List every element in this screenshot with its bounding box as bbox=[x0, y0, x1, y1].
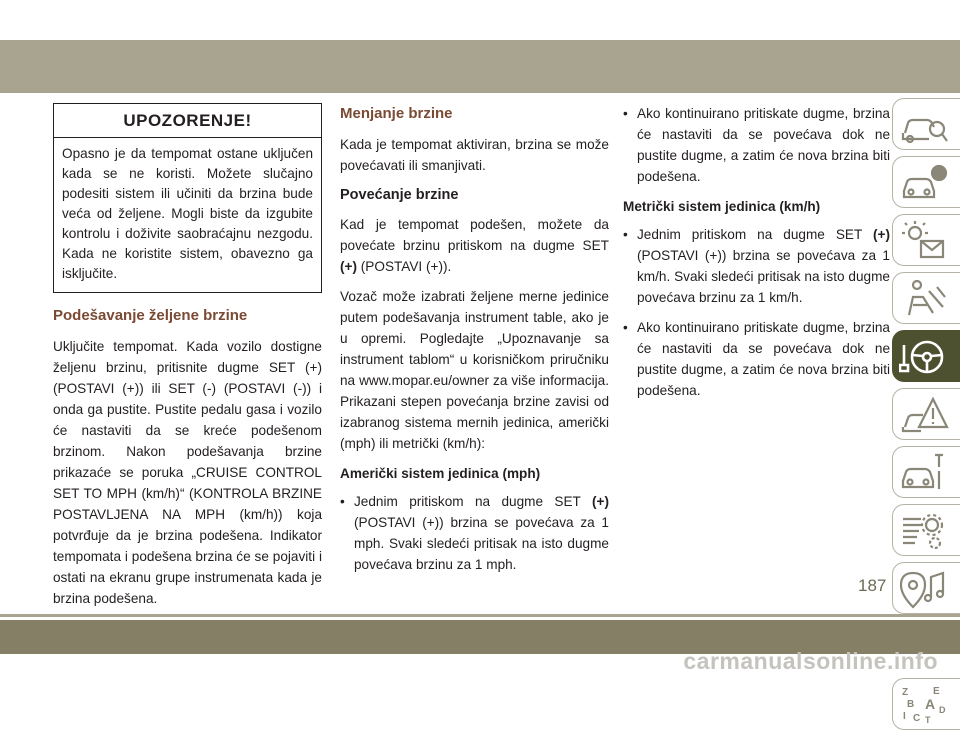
warning-box bbox=[53, 103, 322, 293]
set-speed-paragraph: Uključite tempomat. Kada vozilo dostigne željenu brzinu, pritisnite dugme SET (+) (POSTAVI (+)) ili SET (-) (POSTAVI (-)) i onda ga pustite. Pustite pedalu gasa i vozilo će nastaviti da se kreće podešenom brzinom. Nakon podešavanja brzine prikazaće se poruka „CRUISE CONTROL SET TO MPH (km/h)“ (KONTROLA BRZINE POSTAVLJENA NA MPH (km/h)) koja potvrđuje da je brzina podešena. Indikator tempomata i podešena brzina će se pojaviti i ostati na ekranu grupe instrumenata kada je brzina podešena. bbox=[53, 339, 322, 606]
increase-speed-paragraph bbox=[340, 214, 609, 277]
multimedia-icon bbox=[899, 567, 949, 611]
car-search-icon bbox=[899, 103, 949, 147]
svg-text:Z: Z bbox=[902, 687, 909, 698]
set-plus-label: (+) bbox=[592, 494, 609, 509]
tab-warning-lights[interactable] bbox=[892, 214, 960, 266]
text-run: (POSTAVI (+)) brzina se povećava za 1 km/h. Svaki sledeći pritisak na isto dugme povećava brzinu za 1 km/h. bbox=[637, 248, 890, 305]
column-middle bbox=[340, 103, 609, 584]
units-paragraph: Vozač može izabrati željene merne jedinice putem podešavanja instrument table, ako je u opremi. Pogledajte „Upoznavanje sa instrument tablom“ u korisničkom priručniku na www.mopar.eu/owner za više informacija. Prikazani stepen povećanja brzine zavisi od izabranog sistema mernih jedinica, američki (mph) ili metrički (km/h): bbox=[340, 289, 609, 451]
car-service-icon bbox=[899, 451, 949, 495]
column-left bbox=[53, 103, 322, 618]
subheading-metric-units: Metrički sistem jedinica (km/h) bbox=[623, 199, 821, 214]
tab-car-info[interactable] bbox=[892, 156, 960, 208]
tab-roadside[interactable] bbox=[892, 388, 960, 440]
svg-text:B: B bbox=[907, 699, 915, 710]
tab-car-service[interactable] bbox=[892, 446, 960, 498]
tab-car-search[interactable] bbox=[892, 98, 960, 150]
section-heading-set-speed: Podešavanje željene brzine bbox=[53, 307, 248, 324]
us-units-list bbox=[340, 491, 609, 575]
text-run: Jednim pritiskom na dugme SET bbox=[354, 494, 592, 509]
roadside-warning-icon bbox=[899, 393, 949, 437]
specifications-gear-icon bbox=[899, 509, 949, 553]
steering-wheel-icon bbox=[899, 335, 949, 379]
svg-text:T: T bbox=[925, 715, 931, 725]
subheading-us-units: Američki sistem jedinica (mph) bbox=[340, 466, 541, 481]
tab-airbag-seat[interactable] bbox=[892, 272, 960, 324]
airbag-seat-icon bbox=[899, 277, 949, 321]
top-header-band bbox=[0, 0, 960, 93]
us-units-list-continued bbox=[623, 103, 890, 187]
warning-text: Opasno je da tempomat ostane uključen kada se ne koristi. Možete slučajno podesiti sistem ili učiniti da brzina bude veća od željene. Mogli biste da izgubite kontrolu i doživite saobraćajnu nezgodu. Kada ne koristite sistem, obavezno ga isključite. bbox=[62, 146, 313, 281]
text-run: Kad je tempomat podešen, možete da povećate brzinu pritiskom na dugme SET bbox=[340, 217, 609, 253]
page-number: 187 bbox=[858, 576, 887, 595]
svg-text:E: E bbox=[933, 686, 940, 697]
tab-multimedia[interactable] bbox=[892, 562, 960, 614]
text-run: (POSTAVI (+)). bbox=[357, 259, 452, 274]
text-run: Jednim pritiskom na dugme SET bbox=[637, 227, 873, 242]
svg-text:A: A bbox=[925, 696, 936, 712]
footer-rule bbox=[0, 614, 960, 617]
column-right bbox=[623, 103, 890, 410]
tab-starting-operating[interactable] bbox=[892, 330, 960, 382]
list-item bbox=[340, 491, 609, 575]
change-speed-intro: Kada je tempomat aktiviran, brzina se može povećavati ili smanjivati. bbox=[340, 137, 609, 173]
header-bar bbox=[0, 40, 960, 93]
list-item: • Ako kontinuirano pritiskate dugme, brzina će nastaviti da se povećava dok ne pustite dugme, a zatim će nova brzina biti podešena. bbox=[623, 317, 890, 401]
text-run: (POSTAVI (+)) brzina se povećava za 1 mph. Svaki sledeći pritisak na isto dugme povećava brzinu za 1 mph. bbox=[354, 515, 609, 572]
set-plus-label: (+) bbox=[340, 259, 357, 274]
tab-specifications[interactable] bbox=[892, 504, 960, 556]
car-info-icon bbox=[899, 161, 949, 205]
warning-lights-icon bbox=[899, 219, 949, 263]
warning-title: UPOZORENJE! bbox=[54, 104, 321, 138]
list-item: • Ako kontinuirano pritiskate dugme, brzina će nastaviti da se povećava dok ne pustite dugme, a zatim će nova brzina biti podešena. bbox=[623, 103, 890, 187]
watermark-text: carmanualsonline.info bbox=[683, 648, 938, 674]
section-heading-change-speed: Menjanje brzine bbox=[340, 105, 453, 122]
svg-text:I: I bbox=[903, 711, 906, 722]
metric-units-list bbox=[623, 224, 890, 401]
tab-index[interactable] bbox=[892, 678, 960, 730]
list-item bbox=[623, 224, 890, 308]
svg-text:D: D bbox=[939, 705, 946, 715]
set-plus-label: (+) bbox=[873, 227, 890, 242]
subheading-increase-speed: Povećanje brzine bbox=[340, 187, 459, 203]
svg-text:C: C bbox=[913, 713, 921, 724]
alphabet-index-icon bbox=[899, 683, 949, 727]
